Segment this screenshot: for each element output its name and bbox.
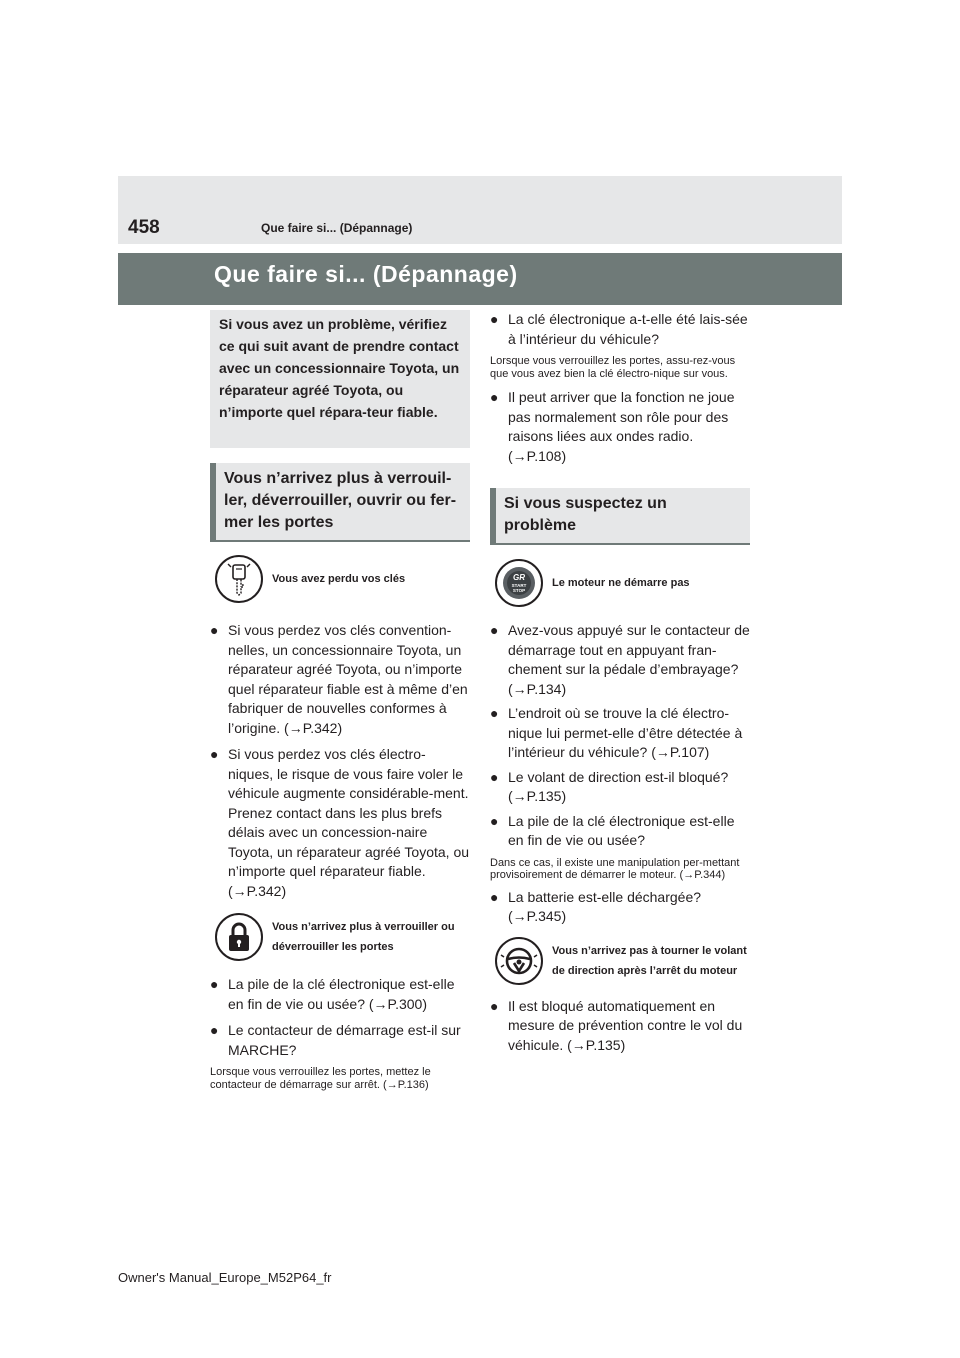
list-item: ● Si vous perdez vos clés électro-niques, le risque de vous faire voler le véhicule augmente considérable-ment. Prenez contact dans les plus brefs délais avec un concession-naire Toyota, un réparateur agréé Toyota, ou n’importe quel réparateur fiable. (→P.342) [210, 746, 470, 899]
header-band [118, 176, 842, 244]
note: Lorsque vous verrouillez les portes, assu-rez-vous que vous avez bien la clé électro-nique sur vous. [490, 355, 736, 380]
start-stop-label-stop: STOP [512, 588, 526, 593]
list-item: ● La batterie est-elle déchargée? (→P.345) [490, 888, 702, 924]
list-item: ● Le volant de direction est-il bloqué? (→P.135) [490, 768, 729, 804]
running-title: Que faire si... (Dépannage) [261, 221, 413, 235]
subsection-label: Le moteur ne démarre pas [552, 577, 690, 589]
note: Lorsque vous verrouillez les portes, mettez le contacteur de démarrage sur arrêt. (→P.136) [210, 1066, 431, 1091]
key-icon [215, 555, 263, 603]
subsection-engine-no-start [495, 559, 750, 607]
list-item: ● L’endroit où se trouve la clé électro-nique lui permet-elle d’être détectée à l’intérieur du véhicule? (→P.107) [490, 705, 743, 760]
list-item: ● Avez-vous appuyé sur le contacteur de démarrage tout en appuyant fran-chement sur la pédale d’embrayage? (→P.134) [490, 622, 750, 697]
steering-wheel-icon [495, 937, 543, 985]
subsection-label: Vous n’arrivez pas à tourner le volant de direction après l’arrêt du moteur [552, 944, 747, 977]
list-item: ● Si vous perdez vos clés convention-nelles, un concessionnaire Toyota, un réparateur agréé Toyota, ou n’importe quel réparateur fiable est à même d’en fabriquer de nouvelles conformes à l’origine. (→P.342) [210, 622, 468, 736]
lock-icon [215, 913, 263, 961]
subsection-label: Vous n’arrivez plus à verrouiller ou déverrouiller les portes [272, 921, 455, 953]
start-stop-button-icon [495, 559, 543, 607]
list-item: ● La pile de la clé électronique est-elle en fin de vie ou usée? [490, 812, 735, 848]
subsection-lost-keys [215, 555, 470, 603]
section-heading-problem: Si vous suspectez un problème [490, 488, 750, 545]
list-item: ● Le contacteur de démarrage est-il sur MARCHE? [210, 1022, 461, 1058]
intro-box: Si vous avez un problème, vérifiez ce qui suit avant de prendre contact avec un concessionnaire Toyota, un réparateur agréé Toyota, ou n’importe quel répara-teur fiable. [210, 310, 470, 448]
list-item: ● La clé électronique a-t-elle été lais-sée à l’intérieur du véhicule? [490, 311, 748, 347]
list-item: ● La pile de la clé électronique est-elle en fin de vie ou usée? (→P.300) [210, 976, 455, 1012]
list-item: ● Il peut arriver que la fonction ne joue pas normalement son rôle pour des raisons liées aux ondes radio. (→P.108) [490, 389, 735, 464]
start-stop-label-start: START [511, 583, 527, 588]
right-column [490, 310, 750, 1055]
title-bar [118, 253, 842, 305]
subsection-steering-locked [495, 937, 750, 985]
page-number: 458 [128, 217, 160, 238]
page-title: Que faire si... (Dépannage) [214, 261, 518, 287]
section-heading-doors: Vous n’arrivez plus à verrouil-ler, déverrouiller, ouvrir ou fer-mer les portes [210, 463, 470, 542]
note: Dans ce cas, il existe une manipulation per-mettant provisoirement de démarrer le moteur. (→P.344) [490, 856, 740, 881]
subsection-label: Vous avez perdu vos clés [272, 573, 406, 585]
subsection-lock-unlock [215, 913, 470, 961]
footer-text: Owner's Manual_Europe_M52P64_fr [118, 1270, 332, 1285]
list-item: ● Il est bloqué automatiquement en mesure de prévention contre le vol du véhicule. (→P.135) [490, 997, 743, 1053]
start-stop-label-gr: GR [513, 573, 525, 582]
left-column [210, 310, 470, 1091]
